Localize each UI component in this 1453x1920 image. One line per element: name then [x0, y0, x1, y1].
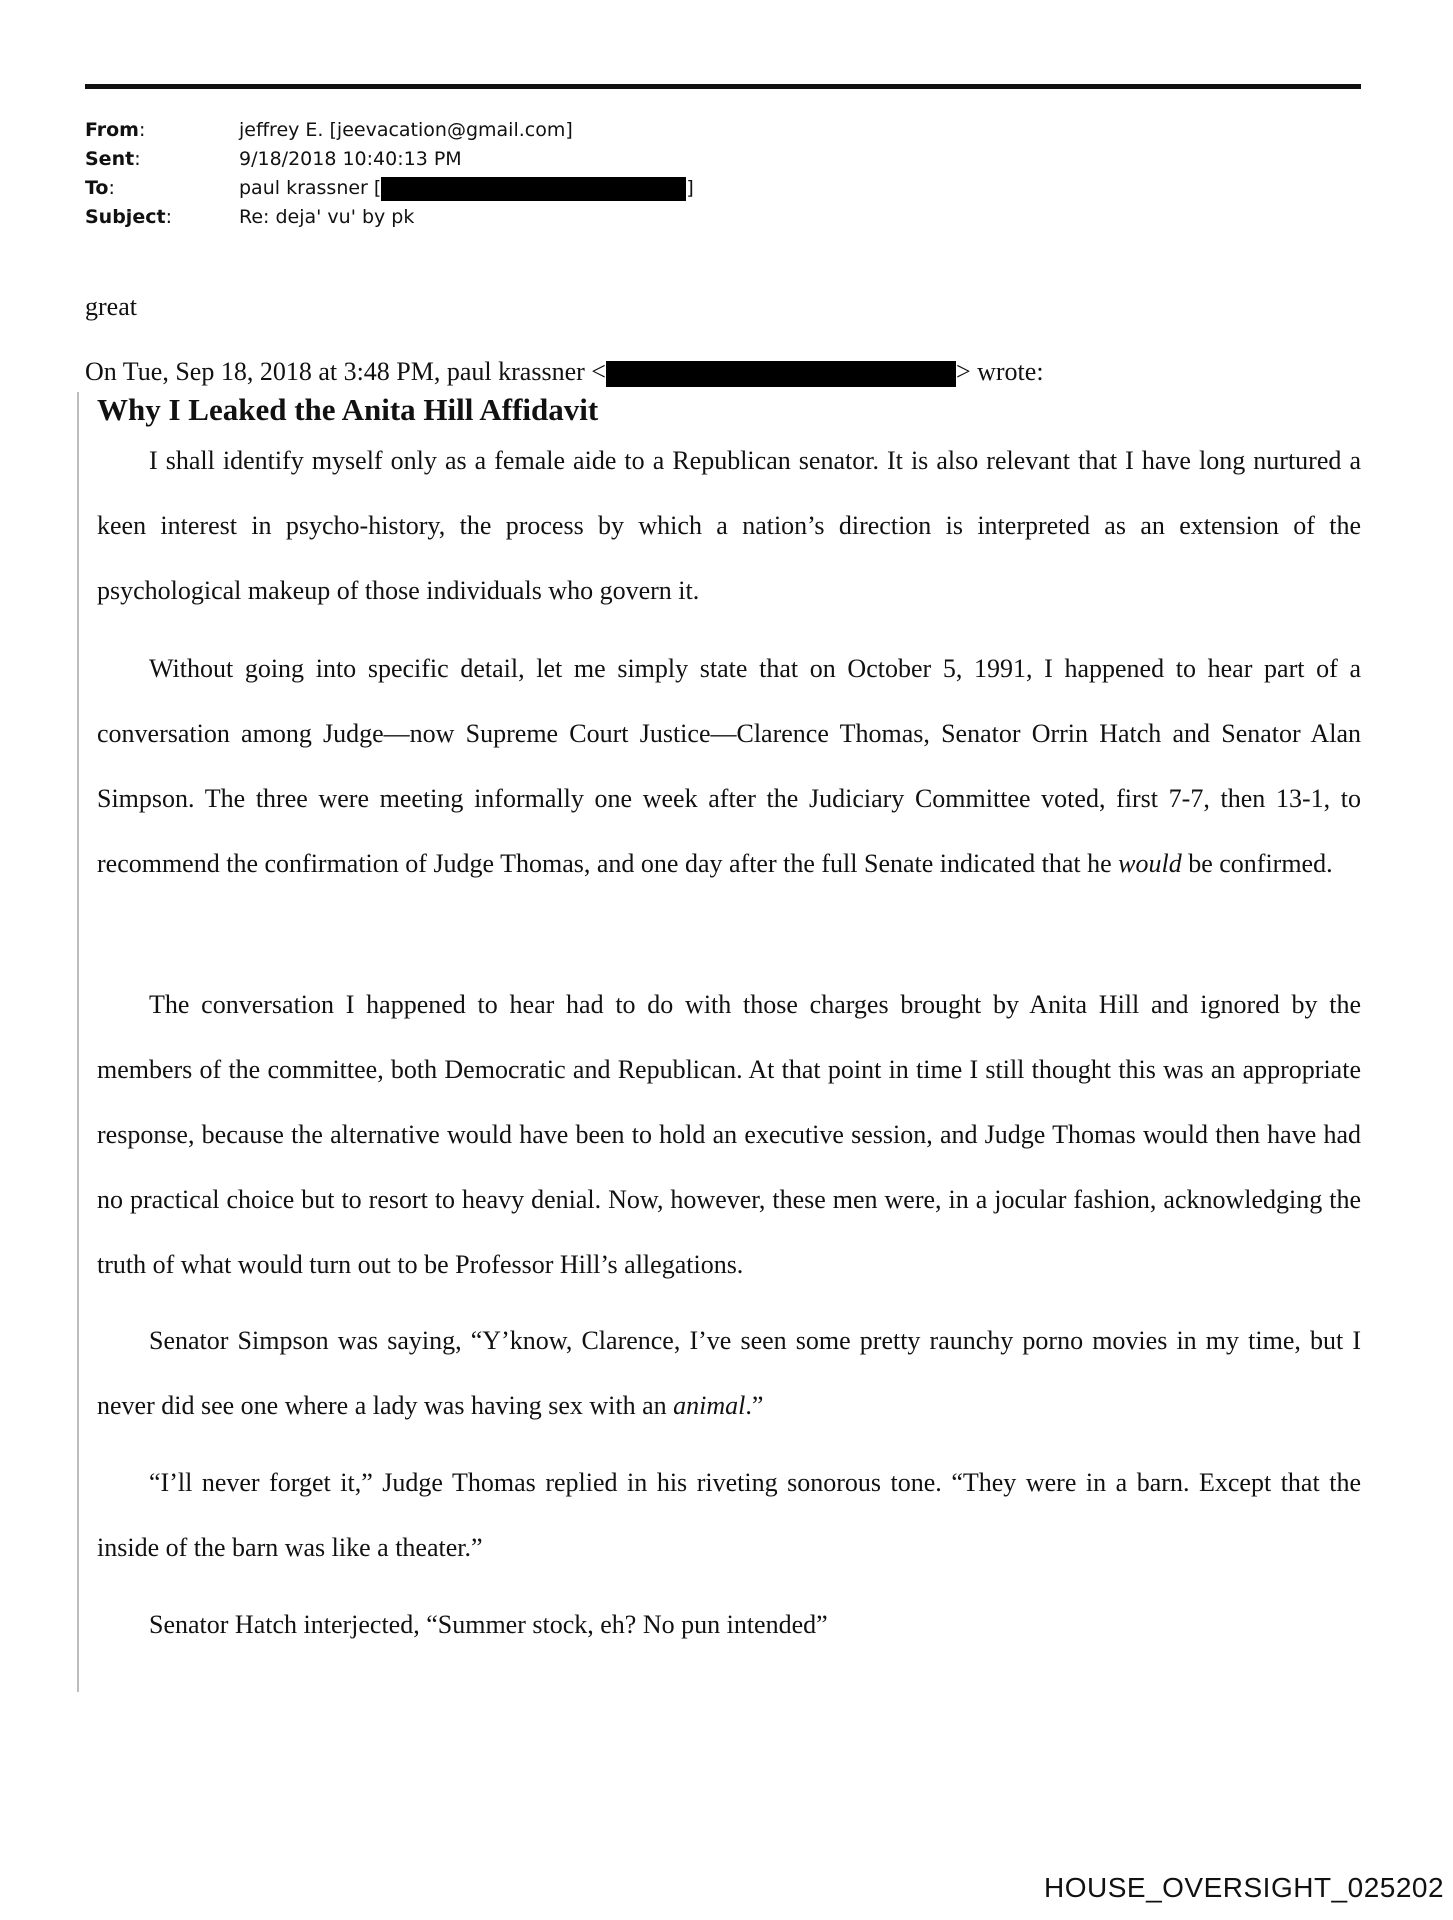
to-row: To: paul krassner [ ]	[85, 177, 694, 199]
to-label: To	[85, 177, 109, 199]
article-paragraph: I shall identify myself only as a female aide to a Republican senator. It is also relevant that I have long nurtured a keen interest in psycho-history, the process by which a nation’s direction is interpreted as an extension of the psychological makeup of those individuals who govern it.	[97, 446, 1361, 605]
subject-value: Re: deja' vu' by pk	[239, 206, 415, 228]
to-value-end: ]	[686, 177, 694, 199]
article-paragraph: “I’ll never forget it,” Judge Thomas replied in his riveting sonorous tone. “They were in a barn. Except that the inside of the barn was like a theater.”	[97, 1468, 1361, 1562]
from-row: From: jeffrey E. [jeevacation@gmail.com]	[85, 116, 694, 145]
article-paragraph: Senator Hatch interjected, “Summer stock, eh? No pun intended”	[149, 1610, 828, 1639]
bates-stamp: HOUSE_OVERSIGHT_025202	[1044, 1872, 1445, 1903]
quote-intro-suffix: > wrote:	[955, 357, 1044, 386]
redaction-block	[381, 177, 686, 201]
from-label: From	[85, 119, 139, 141]
article-paragraph: Without going into specific detail, let me simply state that on October 5, 1991, I happened to hear part of a conversation among Judge—now Supreme Court Justice—Clarence Thomas, Senator Orrin Hatch and Senator Alan Simpson. The three were meeting informally one week after the Judiciary Committee voted, first 7-7, then 13-1, to recommend the confirmation of Judge Thomas, and one day after the full Senate indicated that he would be confirmed.	[97, 654, 1361, 878]
redaction-block	[606, 361, 956, 387]
article-title: Why I Leaked the Anita Hill Affidavit	[97, 392, 599, 427]
quote-intro	[85, 357, 1044, 387]
sent-row: Sent: 9/18/2018 10:40:13 PM	[85, 145, 694, 174]
quote-intro-prefix: On Tue, Sep 18, 2018 at 3:48 PM, paul krassner <	[85, 357, 606, 386]
header-divider	[85, 84, 1361, 89]
quote-bar	[77, 392, 79, 1692]
article-paragraph: Senator Simpson was saying, “Y’know, Clarence, I’ve seen some pretty raunchy porno movies in my time, but I never did see one where a lady was having sex with an animal.”	[97, 1326, 1361, 1420]
sent-value: 9/18/2018 10:40:13 PM	[239, 148, 462, 170]
from-value: jeffrey E. [jeevacation@gmail.com]	[239, 119, 573, 141]
email-header	[85, 116, 694, 232]
reply-text: great	[85, 292, 137, 321]
to-value: paul krassner [	[239, 177, 382, 199]
sent-label: Sent	[85, 148, 135, 170]
article-paragraph: The conversation I happened to hear had to do with those charges brought by Anita Hill and ignored by the members of the committee, both Democratic and Republican. At that point in time I still thought this was an appropriate response, because the alternative would have been to hold an executive session, and Judge Thomas would then have had no practical choice but to resort to heavy denial. Now, however, these men were, in a jocular fashion, acknowledging the truth of what would turn out to be Professor Hill’s allegations.	[97, 990, 1361, 1279]
subject-row: Subject: Re: deja' vu' by pk	[85, 203, 694, 232]
subject-label: Subject	[85, 206, 166, 228]
